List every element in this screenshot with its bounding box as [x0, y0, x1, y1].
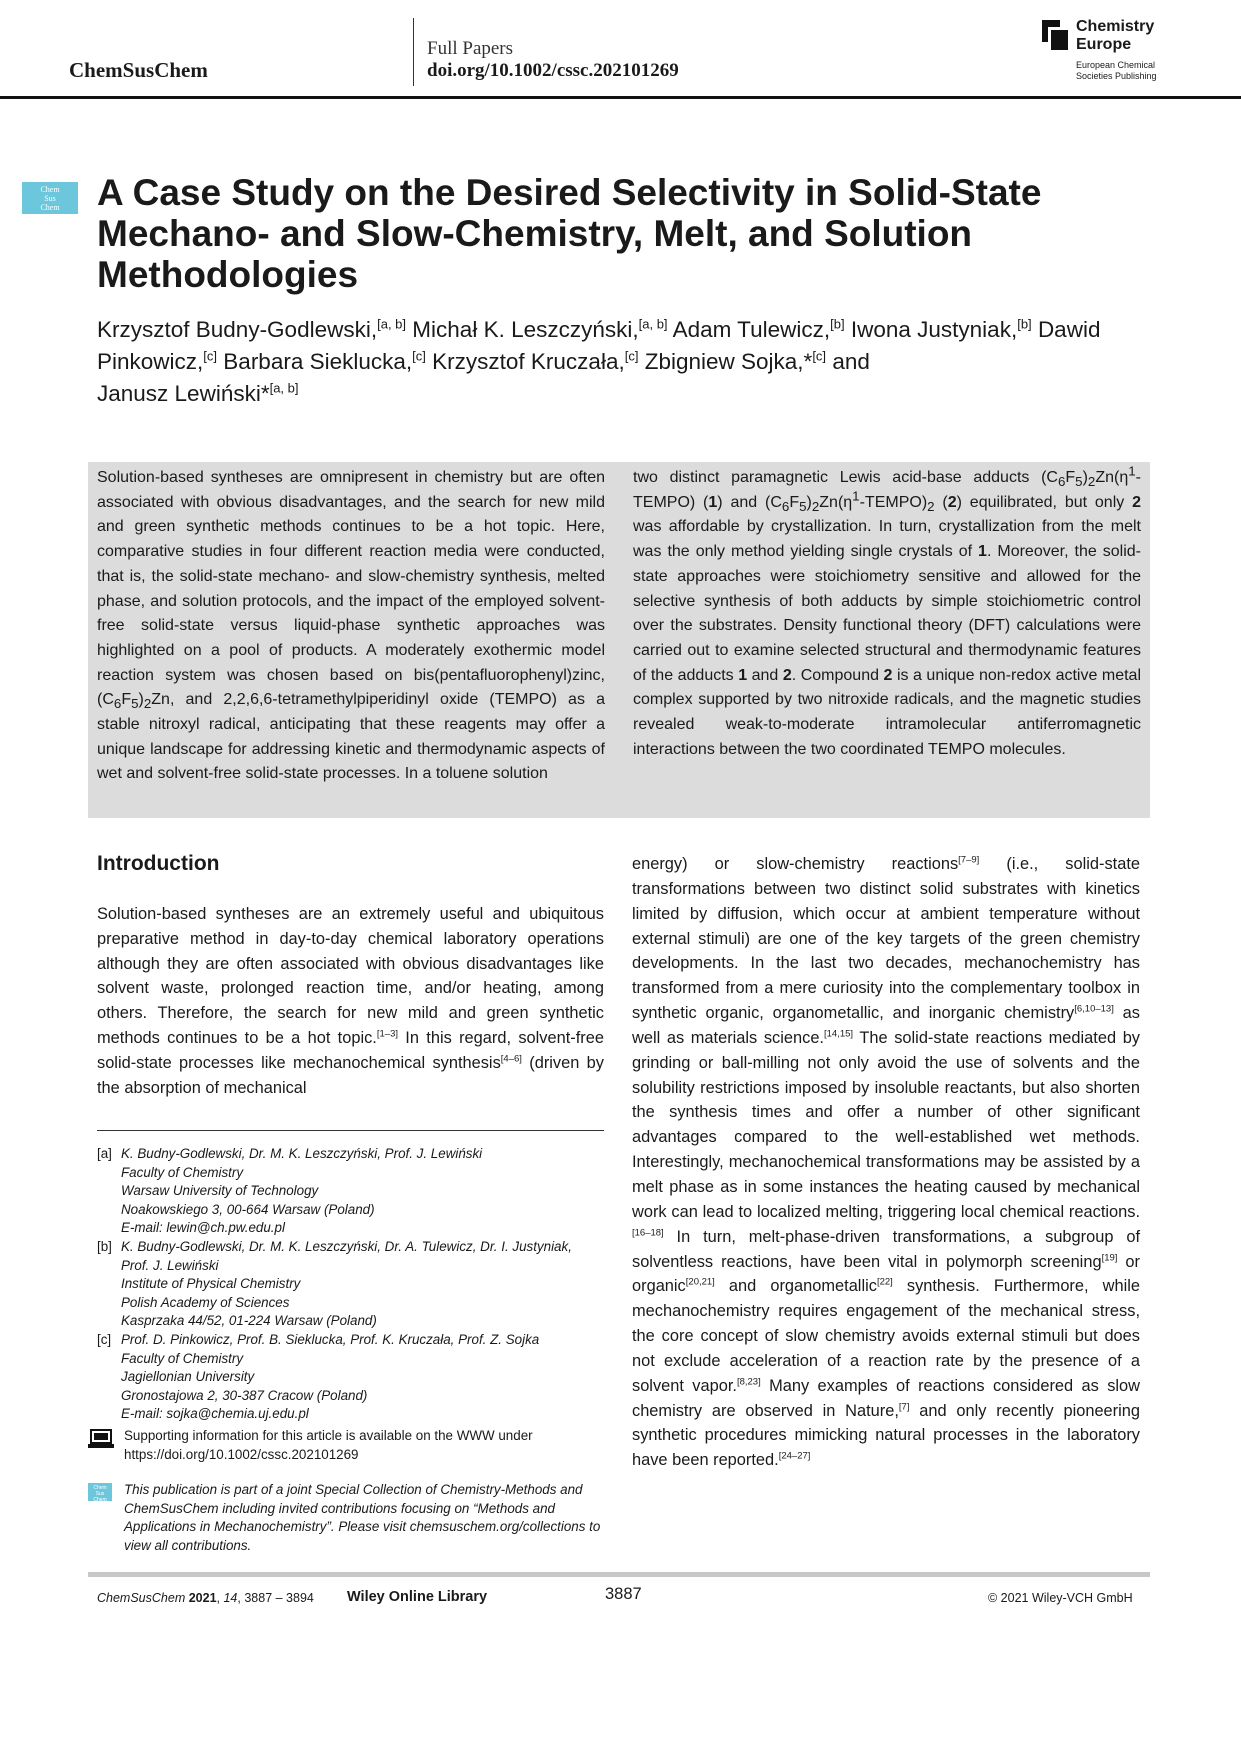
footer-year: 2021 [188, 1591, 217, 1605]
affiliation-footnotes [97, 1145, 604, 1424]
author: Adam Tulewicz, [672, 317, 831, 342]
section-heading-introduction: Introduction [97, 852, 220, 875]
author: Iwona Justyniak, [850, 317, 1018, 342]
header-divider [413, 18, 414, 86]
badge-line2: Sus [44, 194, 56, 203]
body-text: and organometallic [714, 1277, 877, 1296]
compound-number: 2 [1132, 493, 1141, 511]
author-affiliation: [b] [830, 316, 845, 332]
author-affiliation: [a, b] [638, 316, 668, 332]
affiliation-line: Gronostajowa 2, 30-387 Cracow (Poland) [121, 1387, 368, 1403]
abstract-text: -TEMPO) ( [633, 469, 1141, 511]
publisher-name [1076, 18, 1154, 54]
author-affiliation: [c] [812, 348, 827, 364]
special-collection-text: This publication is part of a joint Special Collection of Chemistry-Methods and ChemSusChem including invited contributions focusing on “Methods and Applications in Mechanochemistry”. Please visit chemsuschem.org/collections to view all contributions. [124, 1482, 601, 1553]
publisher-name-line2: Europe [1076, 36, 1132, 53]
email-link[interactable]: E-mail: sojka@chemia.uj.edu.pl [121, 1406, 309, 1422]
abstract-text: . Moreover, the solid-state approaches were stoichiometry sensitive and allowed for the selective synthesis of both adducts by simple stoichiometric control over the substrates. Density functional theory (DFT) calculations were carried out to examine selected structural and thermodynamic features of the adducts [633, 543, 1141, 684]
mini-badge-line2: Sus [95, 1491, 105, 1497]
body-text: In this regard, solvent-free solid-state processes like mechanochemical synthesis [97, 1028, 604, 1072]
footnote-rule [97, 1130, 604, 1131]
abstract-text: Zn, and 2,2,6,6-tetramethylpiperidinyl oxide (TEMPO) as a stable nitroxyl radical, anticipating that these reagents may offer a unique landscape for addressing kinetic and thermodynamic aspects of wet and solvent-free solid-state processes. In a toluene solution [97, 691, 605, 783]
body-text: In turn, melt-phase-driven transformations, a subgroup of solventless reactions, have been vital in polymorph screening [632, 1227, 1140, 1271]
footer-pages: 3887 – 3894 [244, 1591, 314, 1605]
citation-link[interactable]: [6,10–13] [1074, 1003, 1114, 1015]
body-text: (i.e., solid-state transformations between two distinct solid substrates with kinetics limited by diffusion, which occur at ambient temperature without external stimuli) are one of the key targets of the green chemistry developments. In the last two decades, mechanochemistry has transformed from a mere curiosity into the complementary toolbox in synthetic organic, organometallic, and inorganic chemistry [632, 855, 1140, 1023]
affiliation-label: [b] [97, 1238, 112, 1254]
citation-link[interactable]: [19] [1101, 1252, 1118, 1264]
badge-line3: Chem [40, 203, 60, 212]
body-text: (driven by the absorption of mechanical [97, 1053, 604, 1097]
affiliation-line: Prof. D. Pinkowicz, Prof. B. Sieklucka, Prof. K. Kruczała, Prof. Z. Sojka [121, 1331, 540, 1347]
citation-link[interactable]: [20,21] [685, 1276, 715, 1288]
footer-citation: ChemSusChem 2021, 14, 3887 – 3894 [97, 1591, 314, 1605]
subscript: 5 [131, 696, 139, 712]
affiliation-line: Kasprzaka 44/52, 01-224 Warsaw (Poland) [121, 1313, 377, 1329]
affiliation-c [97, 1331, 604, 1424]
citation-link[interactable]: [8,23] [736, 1376, 761, 1388]
mini-badge-line3: Chem [93, 1497, 107, 1503]
page-number: 3887 [605, 1585, 642, 1603]
publisher-name-line1: Chemistry [1076, 18, 1155, 35]
chemsuschem-mini-badge [88, 1483, 112, 1501]
citation-link[interactable]: [7] [898, 1401, 910, 1413]
affiliation-line: Faculty of Chemistry [121, 1350, 244, 1366]
body-text: synthesis. Furthermore, while mechanochemistry requires engagement of the mechanical stress, the core concept of slow chemistry avoids external stimuli but does not exclude acceleration of a reaction rate by the presence of a solvent vapor. [632, 1277, 1140, 1395]
citation-link[interactable]: [16–18] [632, 1227, 664, 1239]
author-affiliation: [c] [203, 348, 218, 364]
footer-volume: 14 [223, 1591, 238, 1605]
affiliation-line: Prof. J. Lewiński [121, 1257, 219, 1273]
body-text: Many examples of reactions considered as slow chemistry are observed in Nature, [632, 1376, 1140, 1420]
abstract-text: is a unique non-redox active metal complex supported by two nitroxide radicals, and the magnetic studies revealed weak-to-moderate intramolecular antiferromagnetic interactions between the two coordinated TEMPO molecules. [633, 666, 1142, 758]
abstract-text: . Compound [791, 666, 884, 684]
abstract-column-left: Solution-based syntheses are omnipresent in chemistry but are often associated with obvious disadvantages, and the search for new mild and green synthetic methods continues to be a hot topic. Here, comparative studies in four different reaction media were conducted, that is, the solid-state mechano- and slow-chemistry synthesis, melted phase, and solution protocols, and the impact of the employed solvent-free solid-state versus liquid-phase synthetic approaches was highlighted on a pool of products. A moderately exothermic model reaction system was chosen based on bis(pentafluorophenyl)zinc, $(C_6F_5)_2Zn$, and 2,2,6,6-tetramethylpiperidinyl oxide (TEMPO) as a stable nitroxyl radical, anticipating that these reagents may offer a unique landscape for addressing kinetic and thermodynamic aspects of wet and solvent-free solid-state processes. In a toluene solution [97, 469, 605, 783]
citation-link[interactable]: [7–9] [958, 854, 980, 866]
author-affiliation: [a, b] [377, 316, 407, 332]
publisher-subtitle-line1: European Chemical [1076, 60, 1156, 70]
section-type: Full Papers [427, 38, 514, 59]
subscript: 2 [1087, 474, 1096, 490]
author: Michał K. Leszczyński, [412, 317, 639, 342]
subscript: 6 [113, 696, 122, 712]
compound-number: 2 [782, 666, 792, 684]
subscript: 6 [1057, 474, 1066, 490]
wiley-online-library-link[interactable]: Wiley Online Library [347, 1589, 488, 1605]
abstract-text: was affordable by crystallization. In turn, crystallization from the melt was the only method yielding single crystals of [633, 518, 1141, 561]
abstract-text: Zn(η [1095, 469, 1129, 486]
subscript: 5 [799, 498, 807, 514]
subscript: 2 [811, 498, 820, 514]
badge-line1: Chem [40, 185, 60, 194]
footer-journal: ChemSusChem [97, 1591, 186, 1605]
subscript: 2 [927, 498, 935, 514]
special-collection-note [88, 1481, 604, 1555]
author-conjunction: and [832, 349, 870, 374]
author-affiliation: [c] [624, 348, 639, 364]
chemsuschem-badge [22, 182, 78, 214]
affiliation-label: [a] [97, 1146, 112, 1161]
author: Dawid Pinkowicz, [97, 317, 1101, 374]
affiliation-line: Jagiellonian University [121, 1369, 255, 1385]
body-text: energy) or slow-chemistry reactions [632, 855, 959, 873]
affiliation-b [97, 1238, 604, 1331]
affiliation-label: [c] [97, 1331, 112, 1347]
mini-badge-line1: Chem [93, 1485, 107, 1491]
affiliation-line: Warsaw University of Technology [121, 1183, 319, 1199]
superscript: 1 [852, 488, 860, 504]
header-rule [0, 96, 1241, 99]
footer-rule [88, 1572, 1150, 1577]
citation-link[interactable]: [24–27] [778, 1450, 811, 1462]
body-text: as well as materials science. [632, 1004, 1140, 1047]
affiliation-line: K. Budny-Godlewski, Dr. M. K. Leszczyński, Prof. J. Lewiński [121, 1146, 483, 1161]
abstract-text: Zn(η [819, 493, 853, 511]
body-text: and only recently pioneering synthetic procedures mimicking natural processes in the laboratory have been reported. [632, 1401, 1141, 1470]
compound-number: 1 [708, 493, 718, 511]
author: Barbara Sieklucka, [223, 349, 413, 374]
affiliation-line: K. Budny-Godlewski, Dr. M. K. Leszczyński, Dr. A. Tulewicz, Dr. I. Justyniak, [121, 1238, 572, 1254]
author: Krzysztof Budny-Godlewski, [97, 317, 378, 342]
abstract-box [88, 462, 1150, 818]
abstract-column-right: two distinct paramagnetic Lewis acid-base adducts $(C_6F_5)_2Zn(\eta^1-TEMPO)$ (1) and $(C_6F_5)_2Zn(\eta^1-TEMPO)_2$ (2) equilibrated, but only 2 was affordable by crystallization. In turn, crystallization from the melt was the only method yielding single crystals of 1. Moreover, the solid-state approaches were stoichiometry sensitive and allowed for the selective synthesis of both adducts by simple stoichiometric control over the substrates. Density functional theory (DFT) calculations were carried out to examine selected structural and thermodynamic features of the adducts 1 and 2. Compound 2 is a unique non-redox active metal complex supported by two nitroxide radicals, and the magnetic studies revealed weak-to-moderate intramolecular antiferromagnetic interactions between the two coordinated TEMPO molecules. [633, 463, 1142, 758]
affiliation-line: Institute of Physical Chemistry [121, 1276, 301, 1292]
author-affiliation: [c] [412, 348, 426, 364]
abstract-text: two distinct paramagnetic Lewis acid-base adducts (C [633, 469, 1058, 486]
doi-link[interactable]: doi.org/10.1002/cssc.202101269 [427, 60, 679, 81]
body-column-left [97, 902, 604, 1100]
supporting-info-text: Supporting information for this article is available on the WWW under https://doi.org/10.1002/cssc.202101269 [124, 1428, 533, 1462]
chemistry-europe-logo-icon [1042, 20, 1068, 50]
author: Janusz Lewiński* [97, 381, 270, 406]
superscript: 1 [1128, 463, 1136, 479]
supporting-info-note [88, 1427, 604, 1464]
citation-link[interactable]: [4–6] [500, 1053, 522, 1065]
compound-number: 1 [738, 666, 748, 684]
copyright-notice: © 2021 Wiley-VCH GmbH [988, 1591, 1133, 1605]
author-affiliation: [a, b] [269, 380, 299, 396]
affiliation-a [97, 1145, 604, 1238]
body-text: or organic [632, 1252, 1140, 1296]
compound-number: 1 [978, 543, 987, 561]
subscript: 2 [143, 696, 152, 712]
author: Zbigniew Sojka,* [644, 349, 813, 374]
abstract-text: ( [934, 493, 948, 511]
publisher-subtitle [1076, 60, 1157, 82]
computer-icon [88, 1429, 114, 1449]
subscript: 6 [781, 498, 790, 514]
subscript: 5 [1075, 474, 1083, 490]
body-column-right [632, 852, 1140, 1473]
author: Krzysztof Kruczała, [432, 349, 625, 374]
publisher-subtitle-line2: Societies Publishing [1076, 71, 1157, 81]
compound-number: 2 [883, 666, 893, 684]
citation-link[interactable]: [22] [876, 1276, 893, 1288]
author-affiliation: [b] [1017, 316, 1032, 332]
citation-link[interactable]: [1–3] [376, 1028, 398, 1040]
abstract-text: ) and (C [717, 493, 782, 511]
journal-name: ChemSusChem [69, 58, 208, 82]
email-link[interactable]: E-mail: lewin@ch.pw.edu.pl [121, 1220, 285, 1236]
compound-number: 2 [947, 493, 957, 511]
abstract-text: Solution-based syntheses are omnipresent in chemistry but are often associated with obvious disadvantages, and the search for new mild and green synthetic methods continues to be a hot topic. Here, comparative studies in four different reaction media were conducted, that is, the solid-state mechano- and slow-chemistry synthesis, melted phase, and solution protocols, and the impact of the employed solvent-free solid-state versus liquid-phase synthetic approaches was highlighted on a pool of products. A moderately exothermic model reaction system was chosen based on bis(pentafluorophenyl)zinc, (C [97, 469, 605, 709]
author-list [97, 314, 1157, 410]
affiliation-line: Noakowskiego 3, 00-664 Warsaw (Poland) [121, 1201, 375, 1217]
article-title: A Case Study on the Desired Selectivity in Solid-State Mechano- and Slow-Chemistry, Melt, and Solution Methodologies [97, 172, 1042, 295]
affiliation-line: Polish Academy of Sciences [121, 1294, 290, 1310]
affiliation-line: Faculty of Chemistry [121, 1164, 244, 1180]
body-text: The solid-state reactions mediated by grinding or ball-milling not only avoid the use of solvents and the solubility restrictions imposed by insoluble reactants, but also shorten the synthesis times and offer a number of other significant advantages compared to the well-established wet methods. Interestingly, mechanochemical transformations may be assisted by a melt phase as in some instances the heating caused by mechanical work can lead to localized melting, triggering local chemical reactions. [632, 1028, 1140, 1221]
abstract-text: and [747, 666, 783, 684]
citation-link[interactable]: [14,15] [824, 1028, 854, 1040]
abstract-text: -TEMPO) [859, 493, 928, 511]
body-text: Solution-based syntheses are an extremely useful and ubiquitous preparative method in day-to-day chemical laboratory operations although they are often associated with obvious disadvantages like solvent waste, prolonged reaction time, and/or heating, among others. Therefore, the search for new mild and green synthetic methods continues to be a hot topic. [97, 905, 604, 1047]
abstract-text: ) equilibrated, but only [956, 493, 1133, 511]
